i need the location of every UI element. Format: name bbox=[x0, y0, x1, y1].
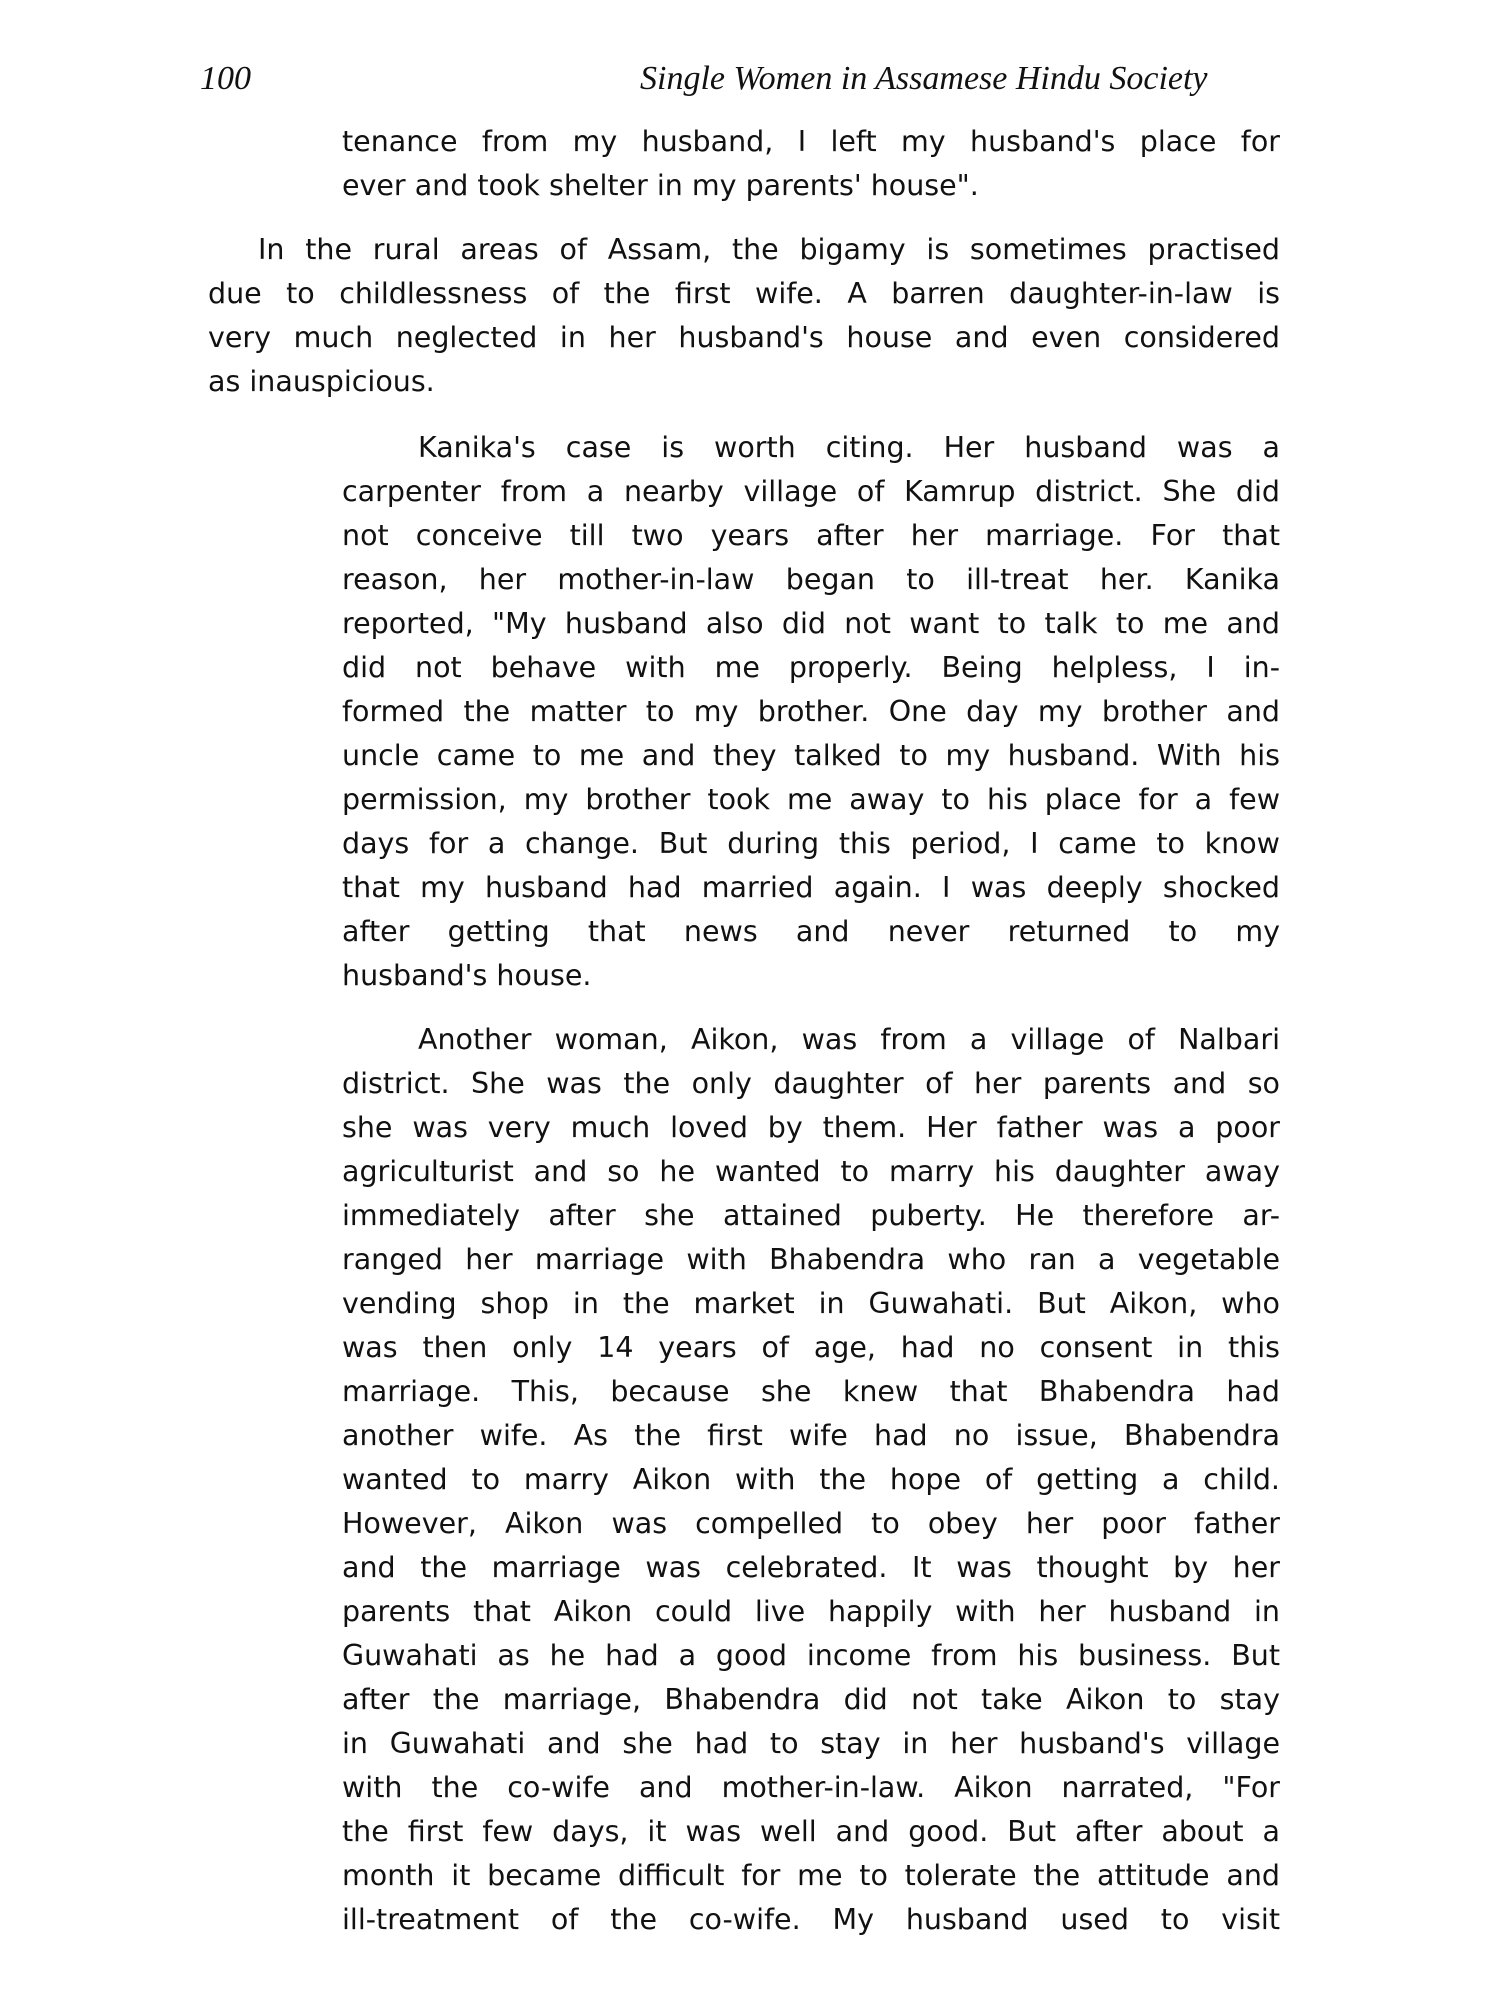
text-line: uncle came to me and they talked to my husband. With his bbox=[342, 739, 1280, 772]
text-line: agriculturist and so he wanted to marry his daughter away bbox=[342, 1155, 1280, 1188]
text-line: that my husband had married again. I was deeply shocked bbox=[342, 871, 1280, 904]
text-line: vending shop in the market in Guwahati. But Aikon, who bbox=[342, 1287, 1280, 1320]
text-line: due to childlessness of the first wife. A barren daughter-in-law is bbox=[208, 277, 1280, 310]
page-number: 100 bbox=[200, 60, 251, 97]
text-line: very much neglected in her husband's house and even considered bbox=[208, 321, 1280, 354]
text-line: reason, her mother-in-law began to ill-treat her. Kanika bbox=[342, 563, 1280, 596]
text-line: district. She was the only daughter of her parents and so bbox=[342, 1067, 1280, 1100]
text-line: month it became difficult for me to tolerate the attitude and bbox=[342, 1859, 1280, 1892]
text-line: wanted to marry Aikon with the hope of getting a child. bbox=[342, 1463, 1280, 1496]
text-line: marriage. This, because she knew that Bhabendra had bbox=[342, 1375, 1280, 1408]
text-line: and the marriage was celebrated. It was thought by her bbox=[342, 1551, 1280, 1584]
text-line: the first few days, it was well and good. But after about a bbox=[342, 1815, 1280, 1848]
text-line: carpenter from a nearby village of Kamrup district. She did bbox=[342, 475, 1280, 508]
text-line: parents that Aikon could live happily with her husband in bbox=[342, 1595, 1280, 1628]
running-title: Single Women in Assamese Hindu Society bbox=[640, 60, 1208, 97]
paragraph-aikon-case bbox=[342, 1018, 1280, 1942]
text-line: was then only 14 years of age, had no consent in this bbox=[342, 1331, 1280, 1364]
text-line: tenance from my husband, I left my husband's place for bbox=[342, 125, 1280, 158]
text-line: after getting that news and never returned to my bbox=[342, 915, 1280, 948]
text-line: permission, my brother took me away to his place for a few bbox=[342, 783, 1280, 816]
text-line: as inauspicious. bbox=[208, 365, 435, 398]
text-line: in Guwahati and she had to stay in her husband's village bbox=[342, 1727, 1280, 1760]
text-line: with the co-wife and mother-in-law. Aikon narrated, "For bbox=[342, 1771, 1280, 1804]
text-line: Kanika's case is worth citing. Her husband was a bbox=[418, 431, 1280, 464]
text-line: did not behave with me properly. Being helpless, I in- bbox=[342, 651, 1280, 684]
text-line: ever and took shelter in my parents' house". bbox=[342, 169, 979, 202]
text-line: another wife. As the first wife had no issue, Bhabendra bbox=[342, 1419, 1280, 1452]
text-line: However, Aikon was compelled to obey her poor father bbox=[342, 1507, 1280, 1540]
text-line: ill-treatment of the co-wife. My husband used to visit bbox=[342, 1903, 1280, 1936]
text-line: not conceive till two years after her marriage. For that bbox=[342, 519, 1280, 552]
text-line: ranged her marriage with Bhabendra who ran a vegetable bbox=[342, 1243, 1280, 1276]
text-line: after the marriage, Bhabendra did not take Aikon to stay bbox=[342, 1683, 1280, 1716]
text-line: she was very much loved by them. Her father was a poor bbox=[342, 1111, 1280, 1144]
text-line: Another woman, Aikon, was from a village of Nalbari bbox=[418, 1023, 1280, 1056]
text-line: Guwahati as he had a good income from his business. But bbox=[342, 1639, 1280, 1672]
paragraph-bigamy bbox=[208, 228, 1280, 404]
text-line: husband's house. bbox=[342, 959, 592, 992]
paragraph-kanika-case bbox=[342, 426, 1280, 998]
text-line: formed the matter to my brother. One day my brother and bbox=[342, 695, 1280, 728]
paragraph-continuation bbox=[342, 120, 1280, 208]
text-line: days for a change. But during this period, I came to know bbox=[342, 827, 1280, 860]
text-line: immediately after she attained puberty. He therefore ar- bbox=[342, 1199, 1280, 1232]
text-line: In the rural areas of Assam, the bigamy is sometimes practised bbox=[258, 233, 1280, 266]
text-line: reported, "My husband also did not want to talk to me and bbox=[342, 607, 1280, 640]
